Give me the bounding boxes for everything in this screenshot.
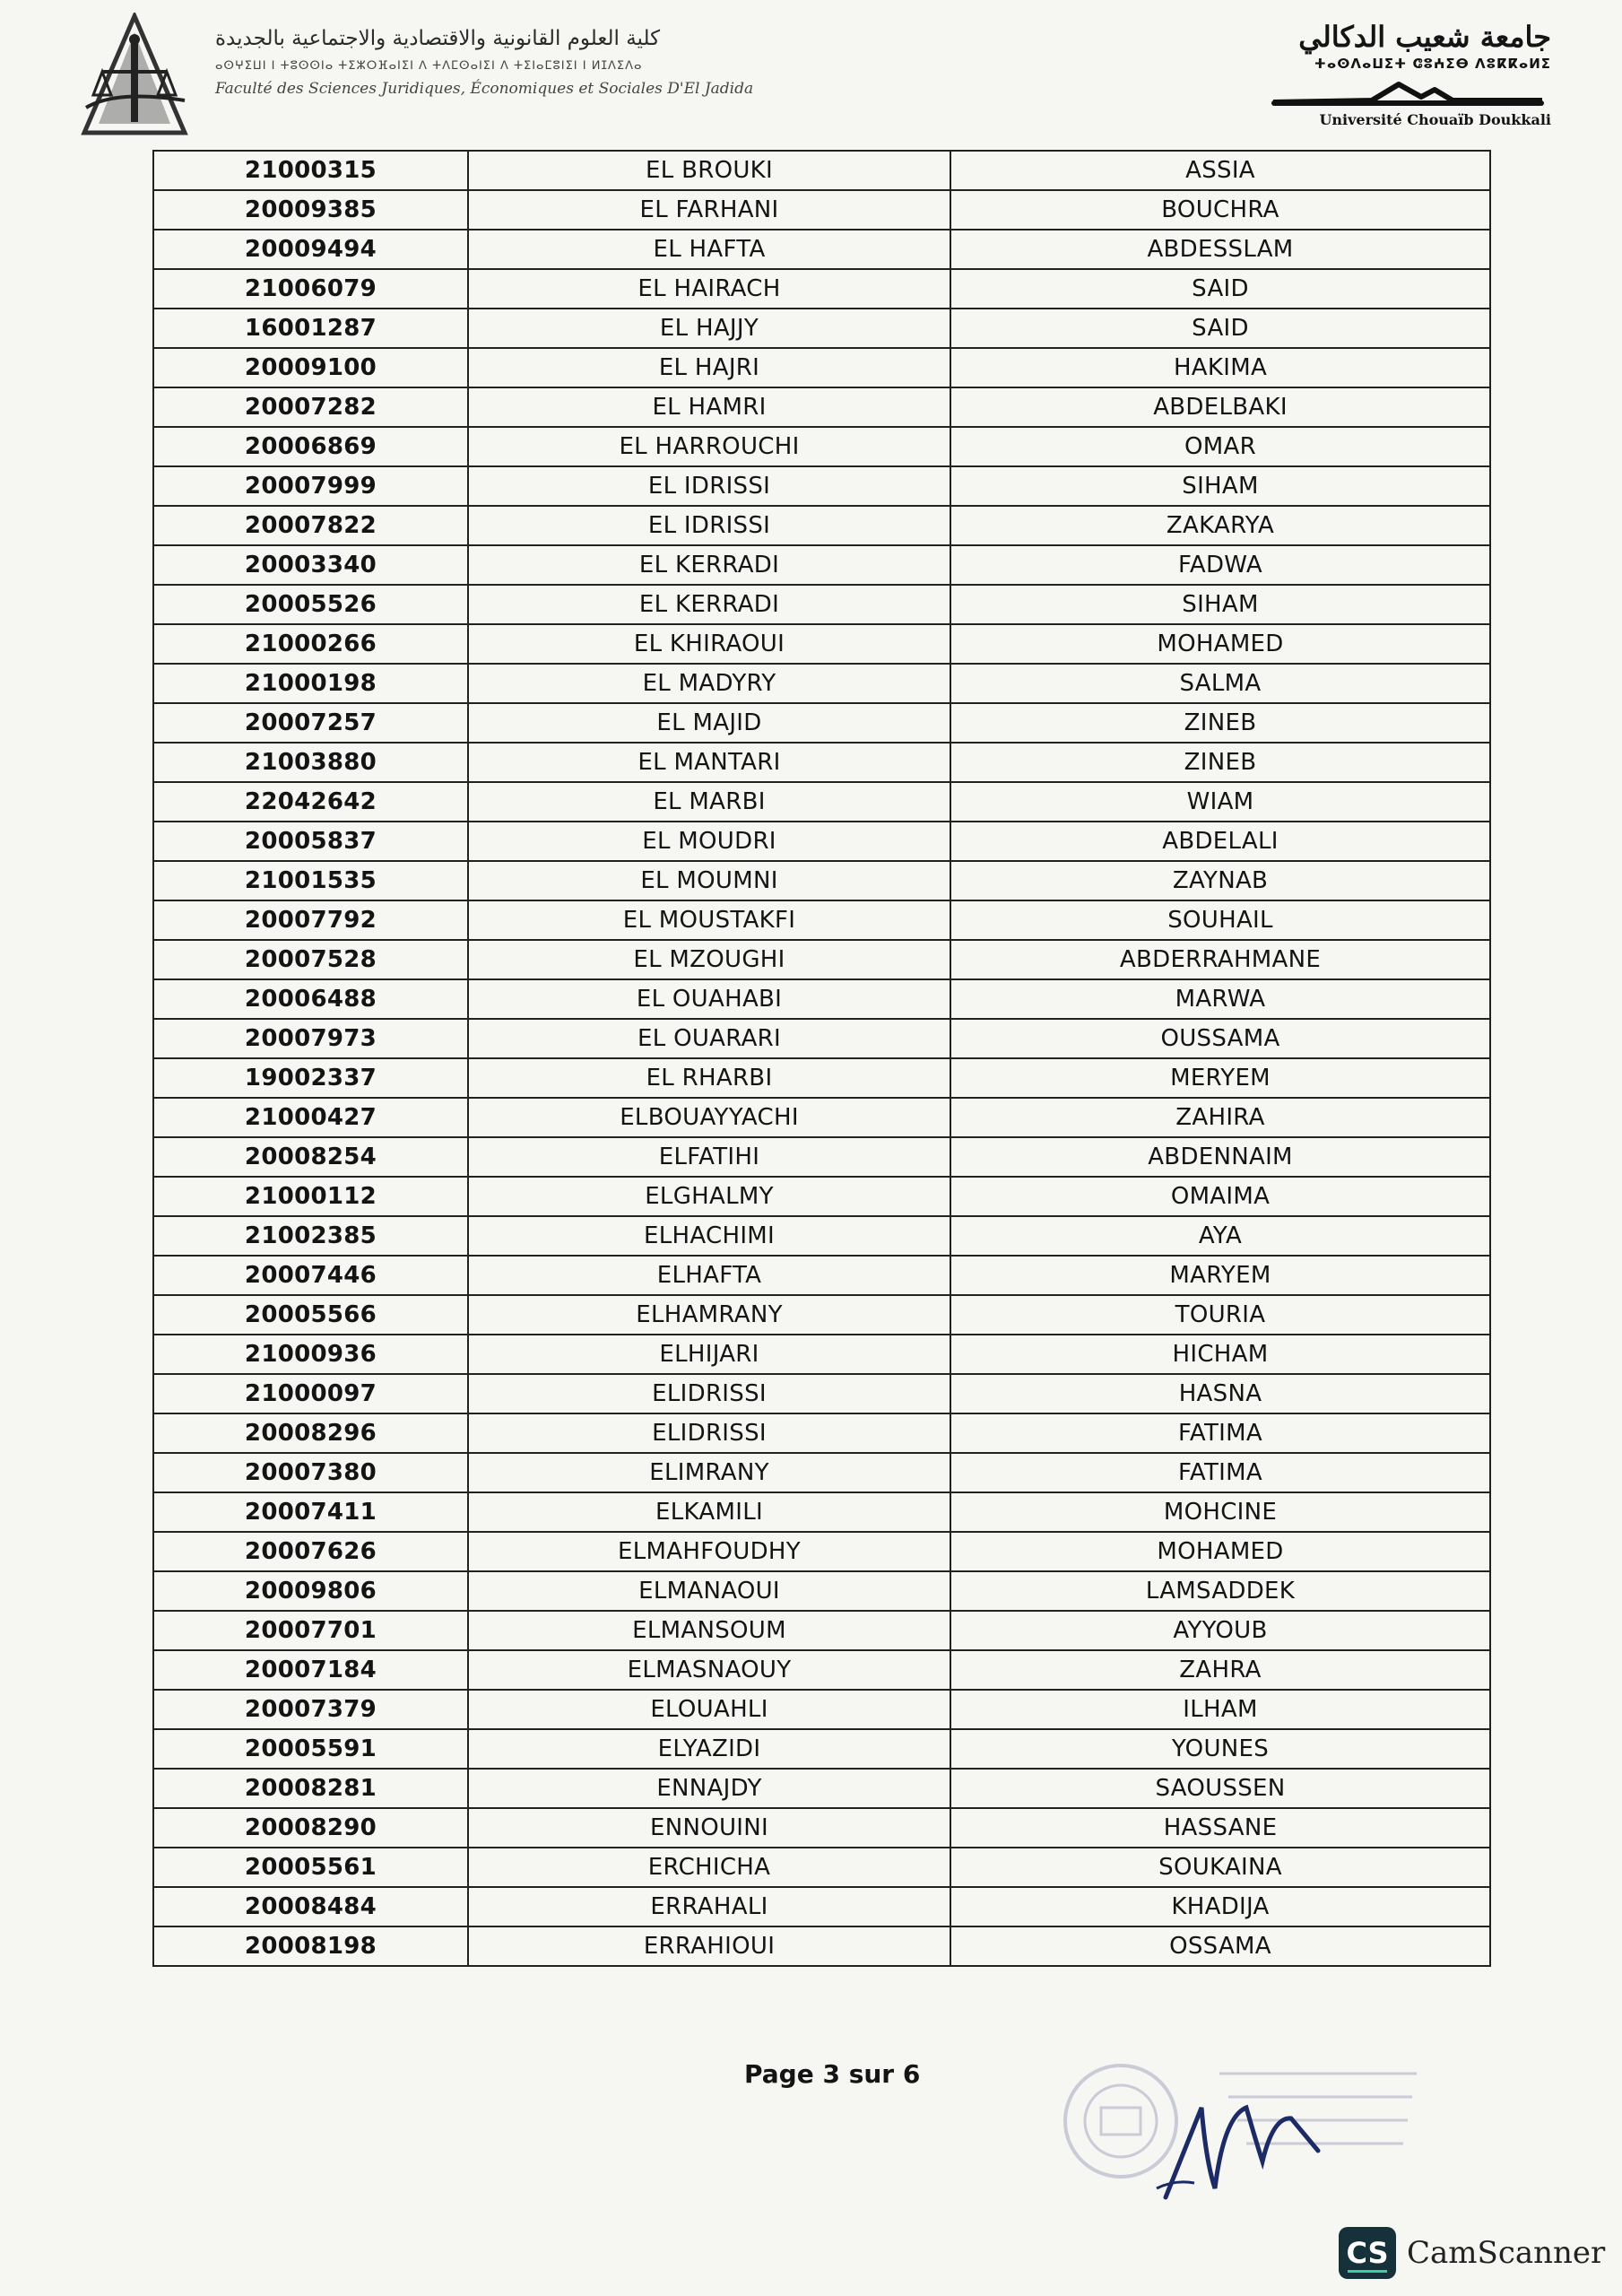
table-row xyxy=(153,664,1490,703)
table-row xyxy=(153,190,1490,230)
first-name-cell: FATIMA xyxy=(950,1453,1490,1492)
student-id-cell: 20007626 xyxy=(153,1532,468,1571)
first-name-cell: MOHCINE xyxy=(950,1492,1490,1532)
table-row xyxy=(153,1335,1490,1374)
last-name-cell: EL OUAHABI xyxy=(468,979,950,1019)
student-id-cell: 21000427 xyxy=(153,1098,468,1137)
table-row xyxy=(153,1729,1490,1769)
last-name-cell: EL OUARARI xyxy=(468,1019,950,1058)
table-row xyxy=(153,1571,1490,1611)
student-id-cell: 20007973 xyxy=(153,1019,468,1058)
first-name-cell: OSSAMA xyxy=(950,1926,1490,1966)
first-name-cell: ASSIA xyxy=(950,151,1490,190)
last-name-cell: ELMAHFOUDHY xyxy=(468,1532,950,1571)
table-row xyxy=(153,309,1490,348)
last-name-cell: EL MOUSTAKFI xyxy=(468,900,950,940)
first-name-cell: SOUKAINA xyxy=(950,1848,1490,1887)
table-row xyxy=(153,1492,1490,1532)
first-name-cell: MARWA xyxy=(950,979,1490,1019)
page-indicator xyxy=(744,2059,920,2089)
university-name-tifinagh: ⵜⴰⵙⴷⴰⵡⵉⵜ ⵛⵓⵄⵉⴱ ⴷⵓⴽⴽⴰⵍⵉ xyxy=(1314,56,1551,72)
last-name-cell: ELIMRANY xyxy=(468,1453,950,1492)
table-row xyxy=(153,1058,1490,1098)
last-name-cell: EL HAIRACH xyxy=(468,269,950,309)
last-name-cell: EL MANTARI xyxy=(468,743,950,782)
student-id-cell: 20007528 xyxy=(153,940,468,979)
table-row xyxy=(153,1413,1490,1453)
first-name-cell: ZAHRA xyxy=(950,1650,1490,1690)
student-id-cell: 21003880 xyxy=(153,743,468,782)
last-name-cell: ERRAHIOUI xyxy=(468,1926,950,1966)
table-row xyxy=(153,348,1490,387)
results-table-body xyxy=(153,151,1490,1966)
student-id-cell: 20005591 xyxy=(153,1729,468,1769)
first-name-cell: HASSANE xyxy=(950,1808,1490,1848)
first-name-cell: ZINEB xyxy=(950,743,1490,782)
first-name-cell: SOUHAIL xyxy=(950,900,1490,940)
student-id-cell: 20008484 xyxy=(153,1887,468,1926)
student-id-cell: 20008290 xyxy=(153,1808,468,1848)
table-row xyxy=(153,427,1490,466)
student-id-cell: 20009494 xyxy=(153,230,468,269)
first-name-cell: TOURIA xyxy=(950,1295,1490,1335)
first-name-cell: ZAKARYA xyxy=(950,506,1490,545)
student-id-cell: 20007792 xyxy=(153,900,468,940)
student-id-cell: 20006869 xyxy=(153,427,468,466)
student-id-cell: 20005526 xyxy=(153,585,468,624)
last-name-cell: ELIDRISSI xyxy=(468,1374,950,1413)
table-row xyxy=(153,782,1490,822)
last-name-cell: EL IDRISSI xyxy=(468,466,950,506)
university-name-french: Université Chouaïb Doukkali xyxy=(1319,111,1551,128)
table-row xyxy=(153,1650,1490,1690)
student-id-cell: 21000315 xyxy=(153,151,468,190)
first-name-cell: SIHAM xyxy=(950,585,1490,624)
results-table xyxy=(152,150,1491,1967)
first-name-cell: SAID xyxy=(950,309,1490,348)
first-name-cell: OUSSAMA xyxy=(950,1019,1490,1058)
university-name-block xyxy=(1264,20,1551,128)
last-name-cell: EL MZOUGHI xyxy=(468,940,950,979)
last-name-cell: EL RHARBI xyxy=(468,1058,950,1098)
first-name-cell: ABDELALI xyxy=(950,822,1490,861)
page-header xyxy=(0,0,1622,152)
student-id-cell: 20007282 xyxy=(153,387,468,427)
last-name-cell: ELMANAOUI xyxy=(468,1571,950,1611)
student-id-cell: 20007999 xyxy=(153,466,468,506)
table-row xyxy=(153,1690,1490,1729)
last-name-cell: EL BROUKI xyxy=(468,151,950,190)
table-row xyxy=(153,979,1490,1019)
last-name-cell: EL KHIRAOUI xyxy=(468,624,950,664)
first-name-cell: ABDELBAKI xyxy=(950,387,1490,427)
student-id-cell: 20008296 xyxy=(153,1413,468,1453)
last-name-cell: EL MARBI xyxy=(468,782,950,822)
table-row xyxy=(153,1926,1490,1966)
last-name-cell: ELHIJARI xyxy=(468,1335,950,1374)
camscanner-icon: CS xyxy=(1339,2227,1396,2279)
page-prefix: Page xyxy=(744,2059,814,2089)
faculty-name-french: Faculté des Sciences Juridiques, Économiques et Sociales D'El Jadida xyxy=(215,80,754,98)
page-total: 6 xyxy=(902,2059,921,2089)
table-row xyxy=(153,1611,1490,1650)
faculty-name-block xyxy=(215,27,754,98)
student-id-cell: 20005837 xyxy=(153,822,468,861)
last-name-cell: EL KERRADI xyxy=(468,585,950,624)
student-id-cell: 20009806 xyxy=(153,1571,468,1611)
first-name-cell: FADWA xyxy=(950,545,1490,585)
university-logo-mountain xyxy=(1264,74,1551,109)
faculty-logo xyxy=(81,13,188,138)
last-name-cell: ELBOUAYYACHI xyxy=(468,1098,950,1137)
first-name-cell: YOUNES xyxy=(950,1729,1490,1769)
table-row xyxy=(153,900,1490,940)
table-row xyxy=(153,585,1490,624)
table-row xyxy=(153,1137,1490,1177)
last-name-cell: ELHAMRANY xyxy=(468,1295,950,1335)
table-row xyxy=(153,1769,1490,1808)
last-name-cell: EL HARROUCHI xyxy=(468,427,950,466)
table-row xyxy=(153,151,1490,190)
table-row xyxy=(153,1177,1490,1216)
first-name-cell: WIAM xyxy=(950,782,1490,822)
page-current: 3 xyxy=(822,2059,840,2089)
table-row xyxy=(153,1295,1490,1335)
student-id-cell: 21001535 xyxy=(153,861,468,900)
last-name-cell: EL IDRISSI xyxy=(468,506,950,545)
student-id-cell: 20007701 xyxy=(153,1611,468,1650)
last-name-cell: ELHACHIMI xyxy=(468,1216,950,1256)
table-row xyxy=(153,1808,1490,1848)
student-id-cell: 20008198 xyxy=(153,1926,468,1966)
first-name-cell: MOHAMED xyxy=(950,1532,1490,1571)
camscanner-label: CamScanner xyxy=(1407,2235,1606,2271)
first-name-cell: HASNA xyxy=(950,1374,1490,1413)
university-name-arabic: جامعة شعيب الدكالي xyxy=(1298,20,1551,54)
last-name-cell: EL HAJRI xyxy=(468,348,950,387)
student-id-cell: 21000266 xyxy=(153,624,468,664)
table-row xyxy=(153,822,1490,861)
table-row xyxy=(153,703,1490,743)
student-id-cell: 20007446 xyxy=(153,1256,468,1295)
student-id-cell: 20007411 xyxy=(153,1492,468,1532)
student-id-cell: 20008281 xyxy=(153,1769,468,1808)
table-row xyxy=(153,1453,1490,1492)
last-name-cell: ELHAFTA xyxy=(468,1256,950,1295)
student-id-cell: 21000198 xyxy=(153,664,468,703)
faculty-name-arabic: كلية العلوم القانونية والاقتصادية والاجتماعية بالجديدة xyxy=(215,27,661,50)
first-name-cell: BOUCHRA xyxy=(950,190,1490,230)
first-name-cell: ILHAM xyxy=(950,1690,1490,1729)
student-id-cell: 20007380 xyxy=(153,1453,468,1492)
table-row xyxy=(153,624,1490,664)
last-name-cell: ENNOUINI xyxy=(468,1808,950,1848)
student-id-cell: 21006079 xyxy=(153,269,468,309)
last-name-cell: EL MOUMNI xyxy=(468,861,950,900)
first-name-cell: MARYEM xyxy=(950,1256,1490,1295)
faculty-name-tifinagh: ⴰⵙⵖⵉⵡⵏ ⵏ ⵜⵓⵙⵙⵏⴰ ⵜⵉⵣⵔⴼⴰⵏⵉⵏ ⴷ ⵜⴷⵎⵙⴰⵏⵉⵏ ⴷ ⵜⵉⵏⴰⵎⵓⵏⵉⵏ ⵏ ⵍⵊⴷⵉⴷⴰ xyxy=(215,59,643,73)
table-row xyxy=(153,1256,1490,1295)
student-id-cell: 21000097 xyxy=(153,1374,468,1413)
first-name-cell: AYA xyxy=(950,1216,1490,1256)
first-name-cell: AYYOUB xyxy=(950,1611,1490,1650)
table-row xyxy=(153,1887,1490,1926)
table-row xyxy=(153,1532,1490,1571)
table-row xyxy=(153,1098,1490,1137)
table-row xyxy=(153,1848,1490,1887)
first-name-cell: ZAHIRA xyxy=(950,1098,1490,1137)
last-name-cell: EL MADYRY xyxy=(468,664,950,703)
student-id-cell: 20007379 xyxy=(153,1690,468,1729)
last-name-cell: EL HAMRI xyxy=(468,387,950,427)
student-id-cell: 21000112 xyxy=(153,1177,468,1216)
student-id-cell: 16001287 xyxy=(153,309,468,348)
table-row xyxy=(153,269,1490,309)
student-id-cell: 20007257 xyxy=(153,703,468,743)
first-name-cell: KHADIJA xyxy=(950,1887,1490,1926)
first-name-cell: SAOUSSEN xyxy=(950,1769,1490,1808)
first-name-cell: SAID xyxy=(950,269,1490,309)
student-id-cell: 20007822 xyxy=(153,506,468,545)
first-name-cell: SIHAM xyxy=(950,466,1490,506)
first-name-cell: OMAR xyxy=(950,427,1490,466)
last-name-cell: ELMANSOUM xyxy=(468,1611,950,1650)
last-name-cell: ELIDRISSI xyxy=(468,1413,950,1453)
last-name-cell: EL MAJID xyxy=(468,703,950,743)
student-id-cell: 22042642 xyxy=(153,782,468,822)
first-name-cell: HICHAM xyxy=(950,1335,1490,1374)
first-name-cell: HAKIMA xyxy=(950,348,1490,387)
last-name-cell: ENNAJDY xyxy=(468,1769,950,1808)
last-name-cell: ELMASNAOUY xyxy=(468,1650,950,1690)
first-name-cell: ZINEB xyxy=(950,703,1490,743)
student-id-cell: 20003340 xyxy=(153,545,468,585)
table-row xyxy=(153,940,1490,979)
table-row xyxy=(153,1374,1490,1413)
first-name-cell: SALMA xyxy=(950,664,1490,703)
last-name-cell: EL MOUDRI xyxy=(468,822,950,861)
student-id-cell: 21002385 xyxy=(153,1216,468,1256)
page-separator: sur xyxy=(848,2059,895,2089)
first-name-cell: ABDESSLAM xyxy=(950,230,1490,269)
student-id-cell: 21000936 xyxy=(153,1335,468,1374)
last-name-cell: ELFATIHI xyxy=(468,1137,950,1177)
first-name-cell: LAMSADDEK xyxy=(950,1571,1490,1611)
student-id-cell: 20005561 xyxy=(153,1848,468,1887)
camscanner-watermark xyxy=(1339,2226,1605,2280)
student-id-cell: 20009385 xyxy=(153,190,468,230)
first-name-cell: ABDERRAHMANE xyxy=(950,940,1490,979)
student-id-cell: 20008254 xyxy=(153,1137,468,1177)
last-name-cell: EL KERRADI xyxy=(468,545,950,585)
first-name-cell: FATIMA xyxy=(950,1413,1490,1453)
table-row xyxy=(153,861,1490,900)
last-name-cell: EL HAFTA xyxy=(468,230,950,269)
first-name-cell: OMAIMA xyxy=(950,1177,1490,1216)
table-row xyxy=(153,466,1490,506)
table-row xyxy=(153,506,1490,545)
student-id-cell: 19002337 xyxy=(153,1058,468,1098)
first-name-cell: ABDENNAIM xyxy=(950,1137,1490,1177)
student-id-cell: 20005566 xyxy=(153,1295,468,1335)
official-stamp-signature xyxy=(1049,2054,1426,2202)
table-row xyxy=(153,387,1490,427)
last-name-cell: EL FARHANI xyxy=(468,190,950,230)
last-name-cell: ERRAHALI xyxy=(468,1887,950,1926)
table-row xyxy=(153,743,1490,782)
table-row xyxy=(153,1019,1490,1058)
student-id-cell: 20006488 xyxy=(153,979,468,1019)
last-name-cell: ELGHALMY xyxy=(468,1177,950,1216)
last-name-cell: ELKAMILI xyxy=(468,1492,950,1532)
last-name-cell: ELYAZIDI xyxy=(468,1729,950,1769)
table-row xyxy=(153,545,1490,585)
last-name-cell: ERCHICHA xyxy=(468,1848,950,1887)
last-name-cell: ELOUAHLI xyxy=(468,1690,950,1729)
student-id-cell: 20009100 xyxy=(153,348,468,387)
last-name-cell: EL HAJJY xyxy=(468,309,950,348)
table-row xyxy=(153,1216,1490,1256)
first-name-cell: MERYEM xyxy=(950,1058,1490,1098)
student-id-cell: 20007184 xyxy=(153,1650,468,1690)
first-name-cell: ZAYNAB xyxy=(950,861,1490,900)
table-row xyxy=(153,230,1490,269)
first-name-cell: MOHAMED xyxy=(950,624,1490,664)
